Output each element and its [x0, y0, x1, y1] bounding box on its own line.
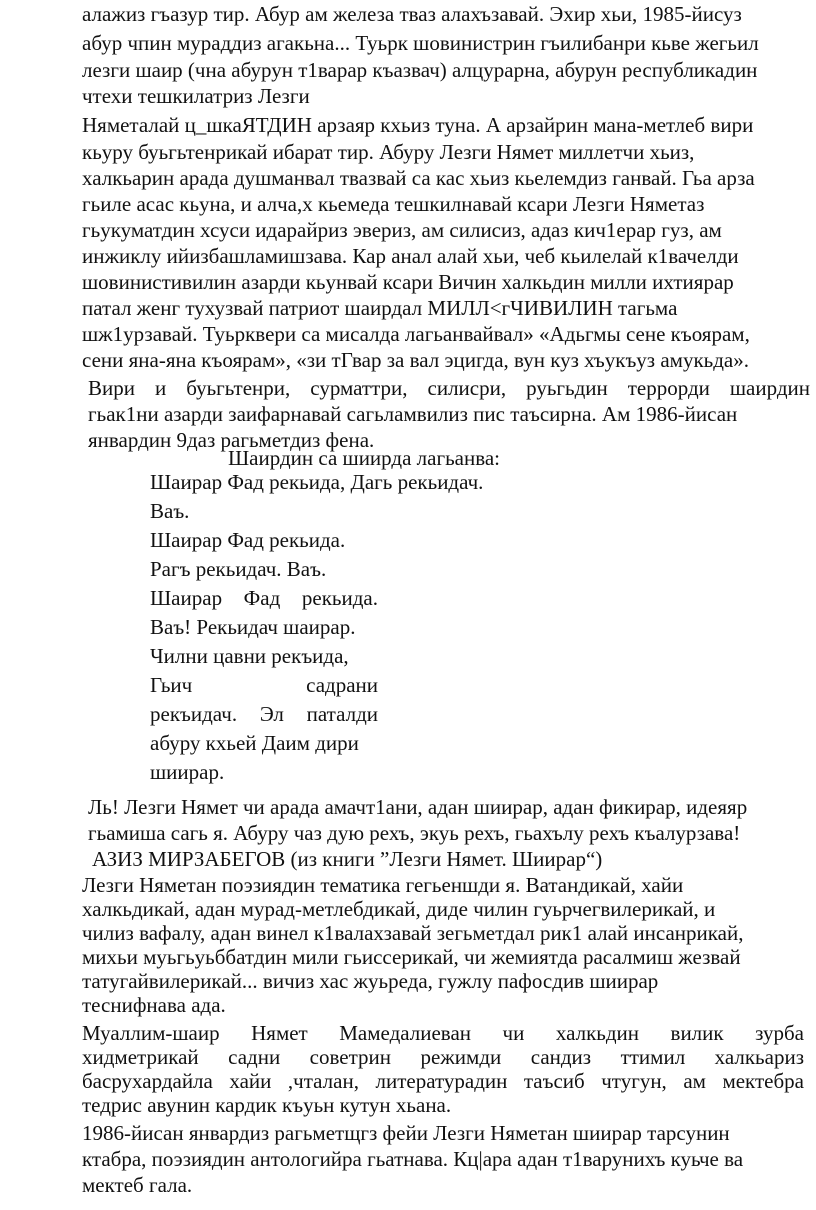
text-line: гьак1ни азарди заифарнавай сагьламвилиз пис таъсирна. Ам 1986-йисан — [88, 402, 738, 426]
text-line: ктабра, поэзиядин антологийра гьатнава. Кц|ара адан т1варунихъ куьче ва — [82, 1147, 744, 1171]
text-line: мектеб гала. — [82, 1173, 193, 1197]
text-line: татугайвилерикай... вичиз хас жуьреда, гужлу пафосдив шиирар — [82, 969, 659, 993]
text-line: сени яна-яна къоярам», «зи тГвар за вал эцигда, вун куз хъукъуз амукьда». — [82, 348, 749, 372]
text-line: Лезги Няметан поэзиядин тематика гегьеншди я. Ватандикай, хайи — [82, 873, 684, 897]
text-line: гьиле асас кьуна, и алча,х кьемеда тешкилнавай ксари Лезги Няметаз — [82, 192, 705, 216]
poem-line: Шаирар Фад рекьида, Дагь рекьидач. — [150, 470, 484, 494]
text-line: теснифнава ада. — [82, 993, 226, 1017]
citation: АЗИЗ МИРЗАБЕГОВ (из книги ”Лезги Нямет. Шиирар“) — [92, 847, 603, 871]
text-line: халкьарин арада душманвал твазвай са кас хьиз кьелемдиз ганвай. Гьа арза — [82, 166, 755, 190]
poem-line: Гьич садрани — [150, 673, 378, 697]
text-line: чилиз вафалу, адан винел к1валахзавай зегьметдал рик1 алай инсанрикай, — [82, 921, 744, 945]
poem-line: Рагъ рекьидач. Ваъ. — [150, 557, 327, 581]
poem-line: рекъидач. Эл паталди — [150, 702, 378, 726]
poem-line: Шаирар Фад рекьида. — [150, 586, 378, 610]
text-line: чтехи тешкилатриз Лезги — [82, 84, 310, 108]
text-line: кьуру буьгьтенрикай ибарат тир. Абуру Лезги Нямет миллетчи хьиз, — [82, 140, 695, 164]
text-line: алажиз гъазур тир. Абур ам железа тваз алахъзавай. Эхир хьи, 1985-йисуз — [82, 2, 742, 26]
text-line: Няметалай ц_шкаЯТДИН арзаяр кхьиз туна. А арзайрин мана-метлеб вири — [82, 113, 754, 137]
text-line: гьамиша сагь я. Абуру чаз дую рехъ, экуь рехъ, гьахълу рехъ къалурзава! — [88, 821, 741, 845]
poem-line: шиирар. — [150, 760, 225, 784]
text-line: хидметрикай садни советрин режимди сандиз ттимил халкьариз — [82, 1045, 804, 1069]
text-line: халкьдикай, адан мурад-метлебдикай, диде чилин гуьрчегвилерикай, и — [82, 897, 716, 921]
text-line: Муаллим-шаир Нямет Мамедалиеван чи халкьдин вилик зурба — [82, 1021, 804, 1045]
text-line: абур чпин мураддиз агакьна... Туьрк шовинистрин гъилибанри кьве жегьил — [82, 31, 759, 55]
text-line: шж1урзавай. Туьрквери са мисалда лагьанвайвал» «Адьгмы сене къоярам, — [82, 322, 750, 346]
text-line: 1986-йисан январдиз рагьметщгз фейи Лезги Няметан шиирар тарсунин — [82, 1121, 730, 1145]
poem-intro: Шаирдин са шиирда лагьанва: — [228, 446, 500, 470]
poem-line: Ваъ. — [150, 499, 190, 523]
poem-line: Чилни цавни рекъида, — [150, 644, 349, 668]
text-line: Ль! Лезги Нямет чи арада амачт1ани, адан шиирар, адан фикирар, идеяяр — [88, 795, 748, 819]
text-line: инжиклу ийизбашламишзава. Кар анал алай хьи, чеб кьилелай к1вачелди — [82, 244, 739, 268]
text-line: басрухардайла хайи ,чталан, литературадин таъсиб чтугун, ам мектебра — [82, 1069, 804, 1093]
text-line: январдин 9даз рагьметдиз фена. — [88, 428, 375, 452]
text-line: тедрис авунин кардик къуьн кутун хьана. — [82, 1093, 452, 1117]
text-line: лезги шаир (чна абурун т1варар къазвач) алцурарна, абурун республикадин — [82, 58, 758, 82]
text-line: шовинистивилин азарди кьунвай ксари Вичин халкьдин милли ихтиярар — [82, 270, 734, 294]
text-line: михьи муьгьуьббатдин мили гьиссерикай, чи жемиятда расалмиш жезвай — [82, 945, 741, 969]
text-line: патал женг тухузвай патриот шаирдал МИЛЛ<гЧИВИЛИН тагьма — [82, 296, 678, 320]
poem-line: Шаирар Фад рекьида. — [150, 528, 346, 552]
poem-line: абуру кхьей Даим дири — [150, 731, 359, 755]
text-line: гьукуматдин хсуси идарайриз эвериз, ам силисиз, адаз кич1ерар гуз, ам — [82, 218, 722, 242]
poem-line: Ваъ! Рекьидач шаирар. — [150, 615, 356, 639]
text-line: Вири и буьгьтенри, сурматтри, силисри, руьгьдин террорди шаирдин — [88, 376, 810, 400]
